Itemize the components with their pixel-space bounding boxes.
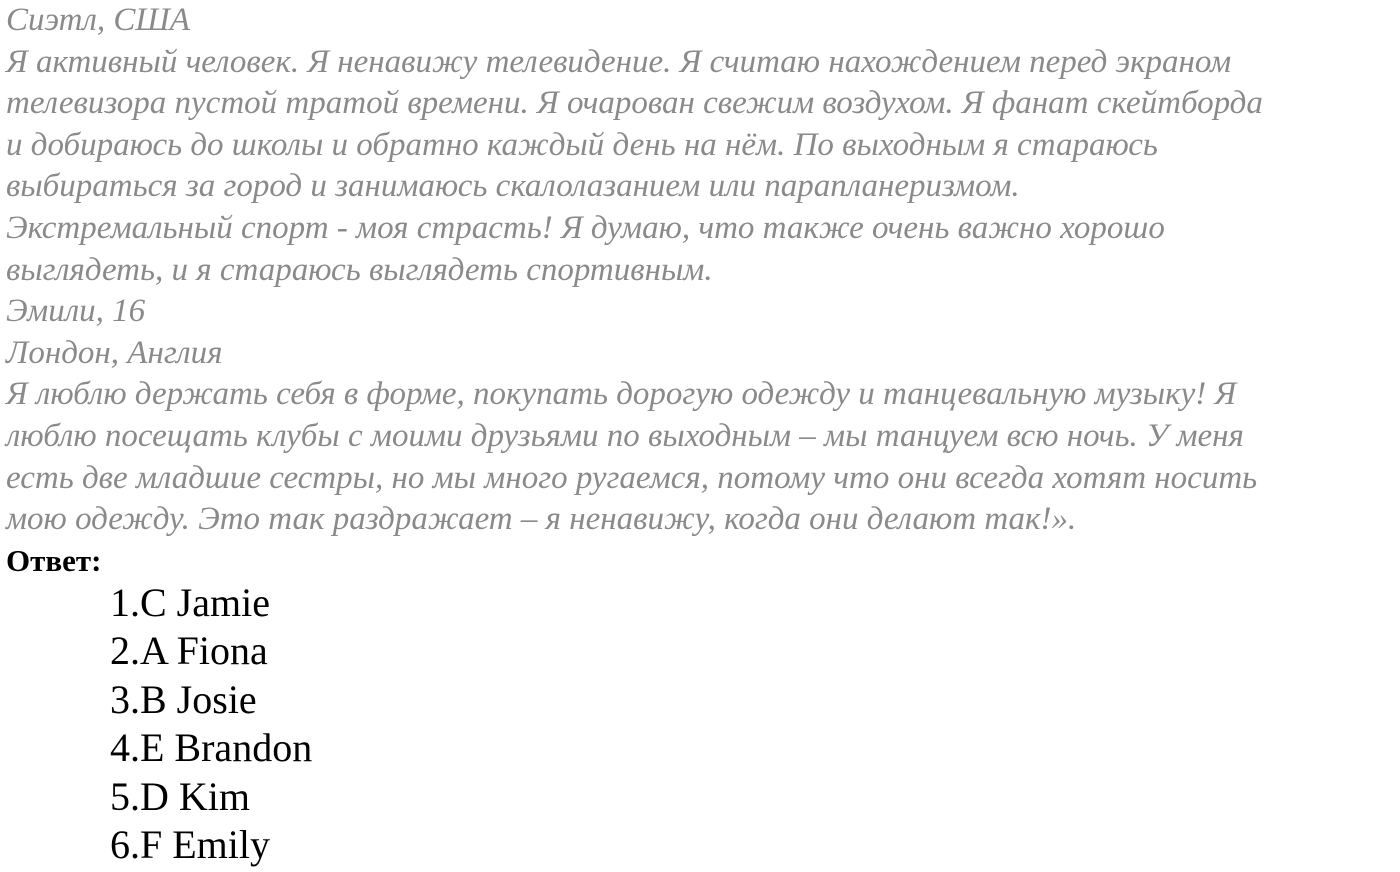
text-line-name-emily: Эмили, 16: [6, 293, 146, 330]
text-line-location-seattle: Сиэтл, США: [6, 2, 190, 38]
answer-item: 4.E Brandon: [110, 725, 313, 771]
text-line: Я люблю держать себя в форме, покупать дорогую одежду и танцевальную музыку! Я: [6, 376, 1237, 413]
answer-item: 1.C Jamie: [110, 579, 270, 625]
text-line-location-london: Лондон, Англия: [6, 334, 223, 371]
reading-text: [6, 0, 1396, 541]
text-line: телевизора пустой тратой времени. Я очарован свежим воздухом. Я фанат скейтборда: [6, 85, 1263, 122]
answer-item: 2.A Fiona: [110, 628, 268, 674]
document-page: [6, 0, 1396, 870]
answer-item: 6.F Emily: [110, 822, 271, 868]
text-line: Я активный человек. Я ненавижу телевидение. Я считаю нахождением перед экраном: [6, 43, 1232, 80]
answer-heading: Ответ:: [6, 542, 102, 578]
text-line: выглядеть, и я стараюсь выглядеть спортивным.: [6, 251, 713, 288]
answer-item: 5.D Kim: [110, 773, 250, 819]
text-line: мою одежду. Это так раздражает – я ненавижу, когда они делают так!».: [6, 501, 1077, 538]
text-line: выбираться за город и занимаюсь скалолазанием или парапланеризмом.: [6, 168, 1020, 205]
text-line: есть две младшие сестры, но мы много ругаемся, потому что они всегда хотят носить: [6, 459, 1258, 496]
text-line: и добираюсь до школы и обратно каждый день на нём. По выходным я стараюсь: [6, 126, 1158, 163]
text-line: люблю посещать клубы с моими друзьями по выходным – мы танцуем всю ночь. У меня: [6, 417, 1244, 454]
answer-item: 3.B Josie: [110, 676, 257, 722]
text-line: Экстремальный спорт - моя страсть! Я думаю, что также очень важно хорошо: [6, 209, 1165, 246]
answer-list: [6, 579, 1396, 870]
